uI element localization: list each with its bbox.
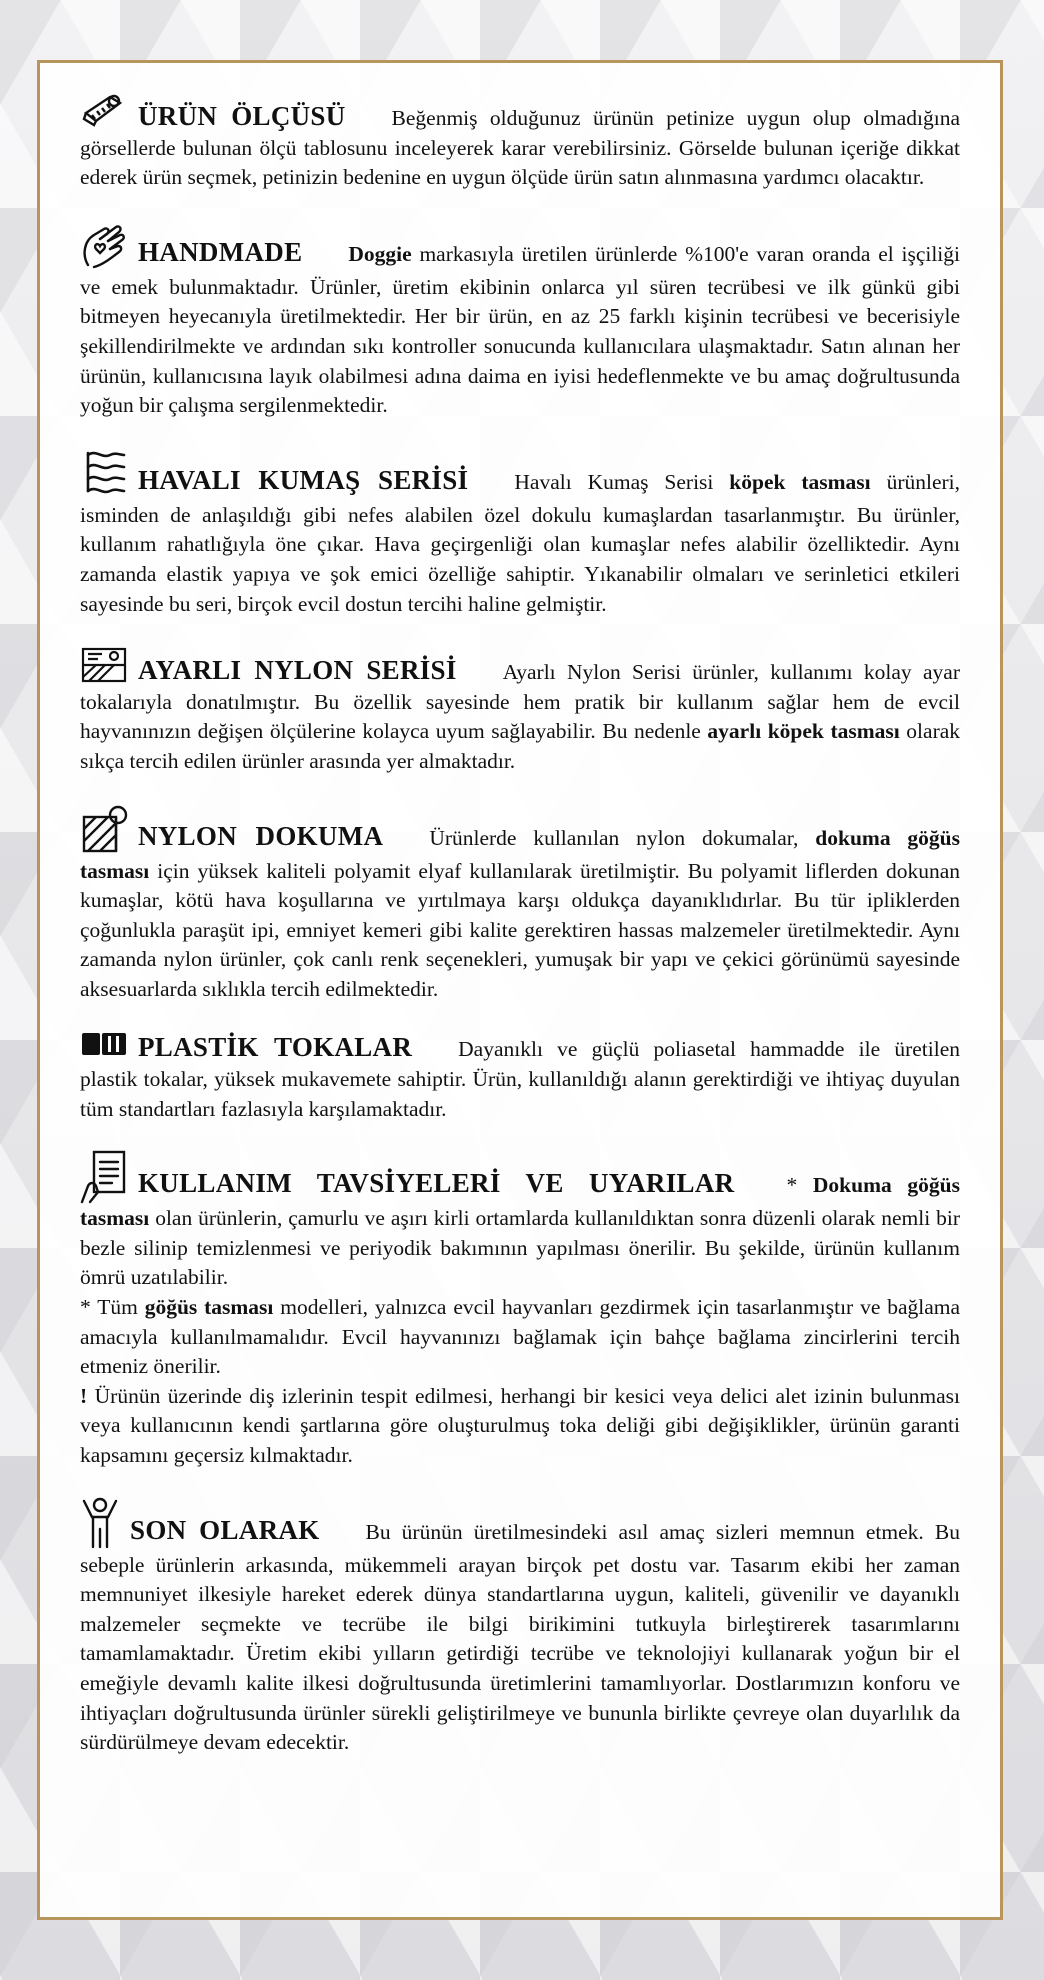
- section-title: NYLON DOKUMA: [138, 820, 384, 851]
- section-body: AYARLI NYLON SERİSİ Ayarlı Nylon Serisi ürünler, kullanımı kolay ayar tokalarıyla donatılmıştır. Bu özellik sayesinde hem pratik bir kullanım sağlar hem de evcil hayvanınızın değişen ölçülerine kolayca uyum sağlayabilir. Bu nedenle ayarlı köpek tasması olarak sıkça tercih edilen ürünler arasında yer almaktadır.: [80, 645, 960, 776]
- section-title: AYARLI NYLON SERİSİ: [138, 655, 457, 686]
- section-title: ÜRÜN ÖLÇÜSÜ: [138, 101, 346, 131]
- section-body: PLASTİK TOKALAR Dayanıklı ve güçlü poliasetal hammadde ile üretilen plastik tokalar, yüksek mukavemete sahiptir. Ürün, kullanıldığı alanın gerektirdiği ve ihtiyaç duyulan tüm standartları fazlasıyla karşılamaktadır.: [80, 1032, 960, 1121]
- measuring-tape-icon: [80, 91, 128, 131]
- section-conclusion: [80, 1497, 960, 1758]
- warning-paragraph: * Tüm göğüs tasması modelleri, yalnızca evcil hayvanları gezdirmek için tasarlanmıştır ve bağlama amacıyla kullanılmamalıdır. Evcil hayvanınızı bağlamak için bahçe bağlama zincirlerini tercih etmeniz önerilir.: [80, 1295, 961, 1379]
- section-product-size: [80, 91, 960, 193]
- section-adjustable-nylon: [80, 645, 960, 776]
- adjustable-nylon-icon: [80, 645, 128, 685]
- info-panel: [37, 60, 1003, 1920]
- section-body: KULLANIM TAVSİYELERİ VE UYARILAR * Dokuma göğüs tasması olan ürünlerin, çamurlu ve aşırı kirli ortamlarda kullanıldıktan sonra düzenli olarak nemli bir bezle silinip temizlenmesi ve periyodik bakımının yapılması önerilir. Bu şekilde, ürünün kullanım ömrü uzatılabilir.: [80, 1150, 960, 1293]
- nylon-fabric-roll-icon: [80, 803, 128, 857]
- section-nylon-weave: [80, 803, 960, 1005]
- section-title: PLASTİK TOKALAR: [138, 1032, 413, 1063]
- section-title: HANDMADE: [138, 236, 303, 267]
- section-body: HANDMADE Doggie markasıyla üretilen ürünlerde %100'e varan oranda el işçiliği ve emek bulunmaktadır. Ürünler, üretim ekibinin onlarca yıl süren tecrübesi ve ilk günkü gibi bitmeyen heyecanıyla üretilmektedir. Her bir ürün, en az 25 farklı kişinin tecrübesi ve becerisiyle şekillendirilmekte ve ardından sıkı kontroller sonucunda kullanıcılara ulaşmaktadır. Satın alınan her ürünün, kullanıcısına layık olabilmesi adına daima en iyisi hedeflenmekte ve bu amaç doğrultusunda yoğun bir çalışma sergilenmektedir.: [80, 219, 960, 421]
- section-handmade: [80, 219, 960, 421]
- section-body: ÜRÜN ÖLÇÜSÜ Beğenmiş olduğunuz ürünün petinize uygun olup olmadığına görsellerde bulunan ölçü tablosunu inceleyerek karar verebilirsiniz. Görselde bulunan içeriğe dikkat ederek ürün seçmek, petinizin bedenine en uygun ölçüde ürün satın alınmasına yardımcı olacaktır.: [80, 91, 960, 193]
- happy-person-icon: [80, 1497, 120, 1551]
- section-body: HAVALI KUMAŞ SERİSİ Havalı Kumaş Serisi köpek tasması ürünleri, isminden de anlaşıldığı gibi nefes alabilen özel dokulu kumaşlardan tasarlanmıştır. Bu ürünler, kullanım rahatlığıyla öne çıkar. Hava geçirgenliği olan kumaşlar nefes alabilir özelliktedir. Aynı zamanda elastik yapıya ve şok emici özelliğe sahiptir. Yıkanabilir olmaları ve serinletici etkileri sayesinde bu seri, birçok evcil dostun tercihi haline gelmiştir.: [80, 447, 960, 619]
- section-title: HAVALI KUMAŞ SERİSİ: [138, 464, 469, 495]
- handmade-hand-heart-icon: [80, 219, 128, 273]
- warning-paragraph: ! Ürünün üzerinde diş izlerinin tespit edilmesi, herhangi bir kesici veya delici alet izinin bulunması veya kullanıcının kendi şartlarına göre oluşturulmuş toka deliği gibi değişiklikler, ürünün garanti kapsamını geçersiz kılmaktadır.: [80, 1383, 960, 1467]
- section-breathable-fabric: [80, 447, 960, 619]
- section-title: SON OLARAK: [130, 1514, 320, 1545]
- usage-document-hand-icon: [80, 1150, 128, 1204]
- breathable-fabric-icon: [80, 447, 128, 501]
- section-body: NYLON DOKUMA Ürünlerde kullanılan nylon dokumalar, dokuma göğüs tasması için yüksek kaliteli polyamit elyaf kullanılarak üretilmiştir. Bu polyamit liflerden dokunan kumaşlar, kötü hava koşullarına ve yırtılmaya karşı oldukça dayanıklıdırlar. Bu tür ipliklerden çoğunlukla paraşüt ipi, emniyet kemeri gibi kalite gerektiren hassas malzemeler üretilmektedir. Aynı zamanda nylon ürünler, çok canlı renk seçenekleri, yumuşak bir yapı ve çekici görünümü sayesinde aksesuarlarda sıklıkla tercih edilmektedir.: [80, 803, 960, 1005]
- section-usage-warnings: [80, 1150, 960, 1470]
- plastic-buckle-icon: [80, 1030, 128, 1058]
- section-body: SON OLARAK Bu ürünün üretilmesindeki asıl amaç sizleri memnun etmek. Bu sebeple ürünlerin arkasında, mükemmeli arayan birçok pet dostu var. Tasarım ekibi her zaman memnuniyet ilkesiyle hareket ederek dünya standartlarına uygun, kaliteli, güvenilir ve dayanıklı malzemeler seçmekte ve tecrübe ile bilgi birikimini tutkuyla birleştirerek tasarımlarını tamamlamaktadır. Üretim ekibi yılların getirdiği tecrübe ve teknolojiyi kullanarak yoğun bir el emeğiyle devamlı kalite ilkesi doğrultusunda üretimlerini tamamlıyorlar. Dostlarımızın konforu ve ihtiyaçları doğrultusunda ürünler sürekli geliştirilmeye ve bununla birlikte çevreye olan duyarlılık da sürdürülmeye devam edecektir.: [80, 1497, 960, 1758]
- section-plastic-buckles: [80, 1030, 960, 1124]
- section-title: KULLANIM TAVSİYELERİ VE UYARILAR: [138, 1168, 735, 1199]
